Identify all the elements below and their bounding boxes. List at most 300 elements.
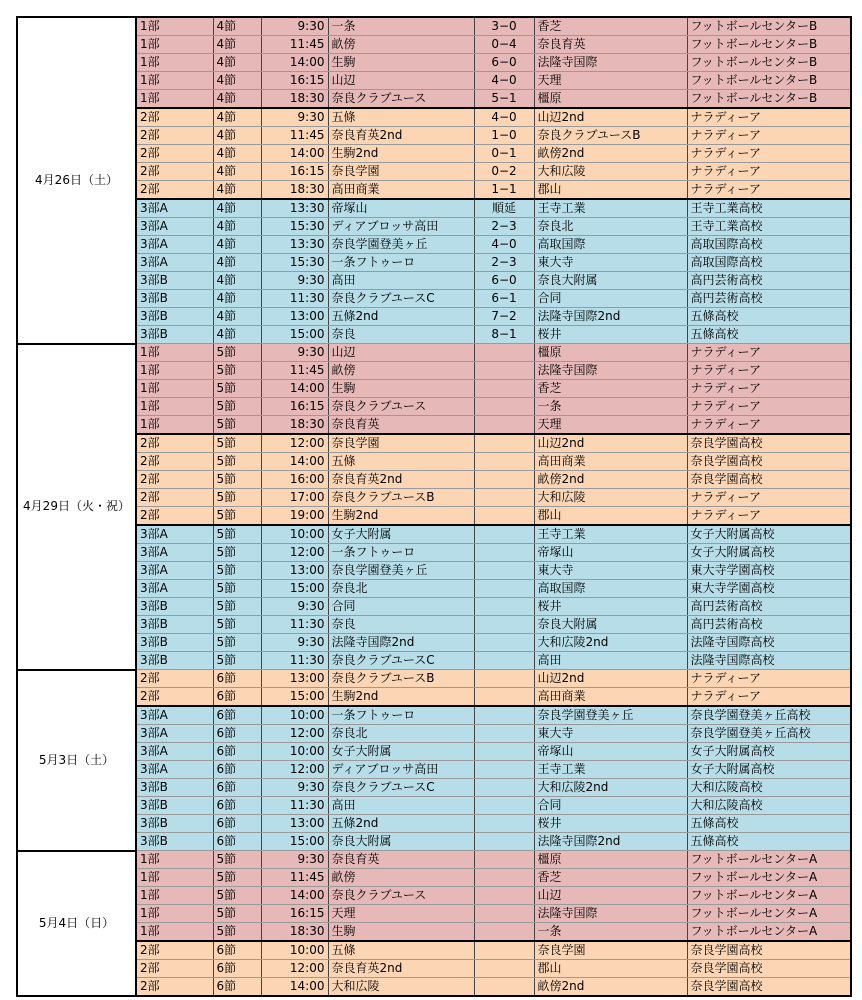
venue-cell: ナラディーア [687, 670, 851, 688]
round-cell: 6節 [213, 688, 261, 707]
division-cell: 2部 [136, 978, 213, 997]
away-team-cell: 一条 [534, 398, 687, 416]
match-row [17, 308, 851, 326]
venue-cell: ナラディーア [687, 398, 851, 416]
match-row [17, 218, 851, 236]
score-cell [474, 453, 534, 471]
venue-cell: ナラディーア [687, 145, 851, 163]
score-cell [474, 779, 534, 797]
home-team-cell: 畝傍 [328, 869, 474, 887]
match-row [17, 362, 851, 380]
home-team-cell: 一条 [328, 17, 474, 36]
away-team-cell: 合同 [534, 797, 687, 815]
venue-cell: 高取国際高校 [687, 254, 851, 272]
home-team-cell: 奈良クラブユース [328, 90, 474, 109]
match-row [17, 254, 851, 272]
home-team-cell: 奈良育英2nd [328, 471, 474, 489]
kickoff-time-cell: 16:15 [261, 905, 328, 923]
match-row [17, 960, 851, 978]
home-team-cell: 五條 [328, 941, 474, 960]
round-cell: 6節 [213, 978, 261, 997]
score-cell [474, 471, 534, 489]
away-team-cell: 大和広陵 [534, 163, 687, 181]
venue-cell: フットボールセンターA [687, 887, 851, 905]
score-cell [474, 344, 534, 362]
kickoff-time-cell: 13:00 [261, 562, 328, 580]
away-team-cell: 畝傍2nd [534, 145, 687, 163]
match-row [17, 544, 851, 562]
kickoff-time-cell: 15:00 [261, 326, 328, 344]
home-team-cell: 五條2nd [328, 815, 474, 833]
match-row [17, 489, 851, 507]
score-cell: 2−3 [474, 218, 534, 236]
home-team-cell: 五條 [328, 108, 474, 127]
venue-cell: 奈良学園高校 [687, 453, 851, 471]
venue-cell: 女子大附属高校 [687, 743, 851, 761]
division-cell: 3部A [136, 525, 213, 544]
away-team-cell: 桜井 [534, 598, 687, 616]
round-cell: 4節 [213, 218, 261, 236]
venue-cell: ナラディーア [687, 127, 851, 145]
kickoff-time-cell: 11:30 [261, 290, 328, 308]
match-row [17, 562, 851, 580]
division-cell: 2部 [136, 471, 213, 489]
match-row [17, 616, 851, 634]
kickoff-time-cell: 11:30 [261, 652, 328, 670]
kickoff-time-cell: 12:00 [261, 434, 328, 453]
venue-cell: 大和広陵高校 [687, 797, 851, 815]
away-team-cell: 香芝 [534, 17, 687, 36]
score-cell: 0−4 [474, 36, 534, 54]
match-date: 5月3日（土） [17, 670, 136, 851]
venue-cell: フットボールセンターA [687, 905, 851, 923]
kickoff-time-cell: 9:30 [261, 108, 328, 127]
score-cell: 2−3 [474, 254, 534, 272]
kickoff-time-cell: 14:00 [261, 380, 328, 398]
venue-cell: 高円芸術高校 [687, 616, 851, 634]
match-date: 4月26日（土） [17, 17, 136, 344]
round-cell: 4節 [213, 17, 261, 36]
round-cell: 5節 [213, 923, 261, 942]
score-cell [474, 525, 534, 544]
score-cell [474, 634, 534, 652]
round-cell: 6節 [213, 743, 261, 761]
away-team-cell: 高取国際 [534, 236, 687, 254]
venue-cell: ナラディーア [687, 489, 851, 507]
home-team-cell: 奈良育英2nd [328, 960, 474, 978]
score-cell: 1−1 [474, 181, 534, 200]
round-cell: 5節 [213, 434, 261, 453]
match-row [17, 90, 851, 109]
kickoff-time-cell: 11:30 [261, 797, 328, 815]
venue-cell: 女子大附属高校 [687, 761, 851, 779]
round-cell: 4節 [213, 236, 261, 254]
venue-cell: 高取国際高校 [687, 236, 851, 254]
kickoff-time-cell: 9:30 [261, 779, 328, 797]
home-team-cell: 法隆寺国際2nd [328, 634, 474, 652]
kickoff-time-cell: 12:00 [261, 960, 328, 978]
away-team-cell: 法隆寺国際 [534, 905, 687, 923]
match-row [17, 236, 851, 254]
score-cell [474, 923, 534, 942]
division-cell: 1部 [136, 887, 213, 905]
home-team-cell: 奈良クラブユースC [328, 779, 474, 797]
venue-cell: フットボールセンターB [687, 54, 851, 72]
venue-cell: 五條高校 [687, 326, 851, 344]
score-cell [474, 688, 534, 707]
division-cell: 1部 [136, 923, 213, 942]
score-cell: 6−1 [474, 290, 534, 308]
kickoff-time-cell: 9:30 [261, 634, 328, 652]
division-cell: 1部 [136, 344, 213, 362]
home-team-cell: 畝傍 [328, 36, 474, 54]
away-team-cell: 高田 [534, 652, 687, 670]
match-schedule-table [16, 16, 852, 997]
venue-cell: フットボールセンターA [687, 851, 851, 869]
away-team-cell: 奈良大附属 [534, 272, 687, 290]
match-row [17, 471, 851, 489]
division-cell: 3部B [136, 652, 213, 670]
match-row [17, 416, 851, 435]
division-cell: 1部 [136, 72, 213, 90]
division-cell: 3部A [136, 254, 213, 272]
score-cell [474, 743, 534, 761]
round-cell: 6節 [213, 706, 261, 725]
score-cell [474, 670, 534, 688]
away-team-cell: 山辺 [534, 887, 687, 905]
kickoff-time-cell: 18:30 [261, 90, 328, 109]
match-row [17, 453, 851, 471]
division-cell: 3部B [136, 797, 213, 815]
home-team-cell: 奈良育英 [328, 416, 474, 435]
score-cell [474, 706, 534, 725]
score-cell: 6−0 [474, 272, 534, 290]
home-team-cell: 奈良大附属 [328, 833, 474, 851]
score-cell [474, 434, 534, 453]
division-cell: 2部 [136, 127, 213, 145]
match-row [17, 688, 851, 707]
score-cell [474, 869, 534, 887]
venue-cell: 法隆寺国際高校 [687, 634, 851, 652]
away-team-cell: 橿原 [534, 851, 687, 869]
kickoff-time-cell: 13:00 [261, 670, 328, 688]
match-row [17, 978, 851, 997]
division-cell: 2部 [136, 507, 213, 526]
round-cell: 5節 [213, 869, 261, 887]
round-cell: 5節 [213, 616, 261, 634]
away-team-cell: 郡山 [534, 507, 687, 526]
home-team-cell: ディアブロッサ高田 [328, 218, 474, 236]
division-cell: 1部 [136, 54, 213, 72]
division-cell: 2部 [136, 453, 213, 471]
kickoff-time-cell: 12:00 [261, 725, 328, 743]
division-cell: 2部 [136, 489, 213, 507]
match-row [17, 326, 851, 344]
home-team-cell: 奈良育英2nd [328, 127, 474, 145]
home-team-cell: 天理 [328, 905, 474, 923]
score-cell: 0−2 [474, 163, 534, 181]
round-cell: 5節 [213, 362, 261, 380]
match-row [17, 634, 851, 652]
home-team-cell: 奈良クラブユース [328, 398, 474, 416]
match-row [17, 507, 851, 526]
round-cell: 6節 [213, 960, 261, 978]
round-cell: 5節 [213, 544, 261, 562]
score-cell [474, 833, 534, 851]
round-cell: 5節 [213, 398, 261, 416]
home-team-cell: 畝傍 [328, 362, 474, 380]
away-team-cell: 東大寺 [534, 254, 687, 272]
home-team-cell: 奈良クラブユースB [328, 489, 474, 507]
round-cell: 4節 [213, 254, 261, 272]
away-team-cell: 桜井 [534, 326, 687, 344]
round-cell: 4節 [213, 36, 261, 54]
round-cell: 5節 [213, 851, 261, 869]
match-row [17, 145, 851, 163]
home-team-cell: 奈良学園登美ヶ丘 [328, 562, 474, 580]
round-cell: 4節 [213, 108, 261, 127]
venue-cell: ナラディーア [687, 181, 851, 200]
match-row [17, 580, 851, 598]
round-cell: 5節 [213, 471, 261, 489]
kickoff-time-cell: 16:15 [261, 72, 328, 90]
division-cell: 3部B [136, 779, 213, 797]
score-cell [474, 616, 534, 634]
away-team-cell: 一条 [534, 923, 687, 942]
match-row [17, 941, 851, 960]
score-cell [474, 815, 534, 833]
venue-cell: 奈良学園高校 [687, 941, 851, 960]
division-cell: 3部B [136, 326, 213, 344]
kickoff-time-cell: 11:45 [261, 36, 328, 54]
home-team-cell: 奈良クラブユースB [328, 670, 474, 688]
venue-cell: 法隆寺国際高校 [687, 652, 851, 670]
venue-cell: 高円芸術高校 [687, 272, 851, 290]
away-team-cell: 奈良学園 [534, 941, 687, 960]
home-team-cell: 山辺 [328, 72, 474, 90]
match-row [17, 887, 851, 905]
score-cell [474, 978, 534, 997]
venue-cell: フットボールセンターB [687, 72, 851, 90]
venue-cell: ナラディーア [687, 108, 851, 127]
home-team-cell: 奈良北 [328, 580, 474, 598]
away-team-cell: 大和広陵 [534, 489, 687, 507]
away-team-cell: 奈良学園登美ヶ丘 [534, 706, 687, 725]
kickoff-time-cell: 12:00 [261, 544, 328, 562]
score-cell [474, 416, 534, 435]
away-team-cell: 奈良クラブユースB [534, 127, 687, 145]
division-cell: 3部B [136, 272, 213, 290]
match-row [17, 725, 851, 743]
home-team-cell: 合同 [328, 598, 474, 616]
score-cell [474, 544, 534, 562]
away-team-cell: 帝塚山 [534, 743, 687, 761]
kickoff-time-cell: 11:45 [261, 127, 328, 145]
home-team-cell: 奈良 [328, 616, 474, 634]
score-cell [474, 887, 534, 905]
division-cell: 3部B [136, 308, 213, 326]
kickoff-time-cell: 9:30 [261, 17, 328, 36]
round-cell: 5節 [213, 580, 261, 598]
round-cell: 4節 [213, 145, 261, 163]
kickoff-time-cell: 13:00 [261, 815, 328, 833]
kickoff-time-cell: 11:45 [261, 869, 328, 887]
venue-cell: 東大寺学園高校 [687, 562, 851, 580]
venue-cell: 高円芸術高校 [687, 598, 851, 616]
venue-cell: 五條高校 [687, 815, 851, 833]
round-cell: 6節 [213, 725, 261, 743]
round-cell: 6節 [213, 779, 261, 797]
home-team-cell: 生駒 [328, 54, 474, 72]
away-team-cell: 高田商業 [534, 688, 687, 707]
division-cell: 3部A [136, 544, 213, 562]
away-team-cell: 郡山 [534, 181, 687, 200]
venue-cell: ナラディーア [687, 380, 851, 398]
venue-cell: 高円芸術高校 [687, 290, 851, 308]
kickoff-time-cell: 14:00 [261, 54, 328, 72]
venue-cell: 王寺工業高校 [687, 199, 851, 218]
division-cell: 2部 [136, 145, 213, 163]
score-cell [474, 725, 534, 743]
match-row [17, 72, 851, 90]
home-team-cell: 一条フトゥーロ [328, 544, 474, 562]
away-team-cell: 桜井 [534, 815, 687, 833]
kickoff-time-cell: 10:00 [261, 941, 328, 960]
division-cell: 3部A [136, 761, 213, 779]
division-cell: 3部A [136, 580, 213, 598]
kickoff-time-cell: 9:30 [261, 272, 328, 290]
away-team-cell: 大和広陵2nd [534, 634, 687, 652]
venue-cell: 五條高校 [687, 308, 851, 326]
venue-cell: ナラディーア [687, 344, 851, 362]
away-team-cell: 橿原 [534, 344, 687, 362]
home-team-cell: 一条フトゥーロ [328, 706, 474, 725]
home-team-cell: 生駒2nd [328, 507, 474, 526]
kickoff-time-cell: 19:00 [261, 507, 328, 526]
match-row [17, 163, 851, 181]
home-team-cell: 山辺 [328, 344, 474, 362]
kickoff-time-cell: 15:00 [261, 688, 328, 707]
round-cell: 5節 [213, 905, 261, 923]
venue-cell: 奈良学園高校 [687, 960, 851, 978]
kickoff-time-cell: 15:00 [261, 580, 328, 598]
venue-cell: 女子大附属高校 [687, 544, 851, 562]
division-cell: 2部 [136, 670, 213, 688]
score-cell [474, 960, 534, 978]
match-row [17, 652, 851, 670]
kickoff-time-cell: 16:00 [261, 471, 328, 489]
kickoff-time-cell: 9:30 [261, 344, 328, 362]
score-cell [474, 507, 534, 526]
venue-cell: 奈良学園高校 [687, 978, 851, 997]
score-cell [474, 941, 534, 960]
away-team-cell: 法隆寺国際 [534, 54, 687, 72]
score-cell [474, 797, 534, 815]
home-team-cell: 奈良 [328, 326, 474, 344]
division-cell: 1部 [136, 851, 213, 869]
home-team-cell: 生駒 [328, 380, 474, 398]
division-cell: 3部A [136, 743, 213, 761]
match-row [17, 869, 851, 887]
score-cell: 3−0 [474, 17, 534, 36]
round-cell: 5節 [213, 887, 261, 905]
venue-cell: フットボールセンターB [687, 17, 851, 36]
division-cell: 3部B [136, 634, 213, 652]
match-row [17, 815, 851, 833]
round-cell: 4節 [213, 290, 261, 308]
round-cell: 6節 [213, 761, 261, 779]
round-cell: 4節 [213, 72, 261, 90]
score-cell: 8−1 [474, 326, 534, 344]
round-cell: 6節 [213, 815, 261, 833]
score-cell [474, 380, 534, 398]
away-team-cell: 高田商業 [534, 453, 687, 471]
division-cell: 3部B [136, 616, 213, 634]
away-team-cell: 橿原 [534, 90, 687, 109]
division-cell: 2部 [136, 163, 213, 181]
kickoff-time-cell: 14:00 [261, 453, 328, 471]
match-row [17, 17, 851, 36]
away-team-cell: 奈良育英 [534, 36, 687, 54]
score-cell [474, 761, 534, 779]
score-cell: 4−0 [474, 72, 534, 90]
kickoff-time-cell: 15:00 [261, 833, 328, 851]
division-cell: 2部 [136, 181, 213, 200]
division-cell: 1部 [136, 869, 213, 887]
score-cell: 7−2 [474, 308, 534, 326]
away-team-cell: 畝傍2nd [534, 978, 687, 997]
round-cell: 4節 [213, 199, 261, 218]
match-row [17, 199, 851, 218]
round-cell: 4節 [213, 272, 261, 290]
home-team-cell: 奈良クラブユースC [328, 290, 474, 308]
score-cell: 4−0 [474, 236, 534, 254]
kickoff-time-cell: 16:15 [261, 163, 328, 181]
division-cell: 3部A [136, 562, 213, 580]
venue-cell: フットボールセンターB [687, 36, 851, 54]
round-cell: 5節 [213, 525, 261, 544]
home-team-cell: 五條2nd [328, 308, 474, 326]
match-row [17, 272, 851, 290]
away-team-cell: 天理 [534, 416, 687, 435]
away-team-cell: 法隆寺国際 [534, 362, 687, 380]
round-cell: 5節 [213, 344, 261, 362]
kickoff-time-cell: 17:00 [261, 489, 328, 507]
division-cell: 3部A [136, 199, 213, 218]
home-team-cell: 奈良クラブユースC [328, 652, 474, 670]
away-team-cell: 合同 [534, 290, 687, 308]
venue-cell: 女子大附属高校 [687, 525, 851, 544]
home-team-cell: 高田 [328, 797, 474, 815]
round-cell: 5節 [213, 416, 261, 435]
division-cell: 1部 [136, 90, 213, 109]
kickoff-time-cell: 11:45 [261, 362, 328, 380]
venue-cell: ナラディーア [687, 416, 851, 435]
away-team-cell: 山辺2nd [534, 670, 687, 688]
kickoff-time-cell: 15:30 [261, 254, 328, 272]
round-cell: 5節 [213, 489, 261, 507]
division-cell: 3部B [136, 815, 213, 833]
match-row [17, 398, 851, 416]
away-team-cell: 王寺工業 [534, 199, 687, 218]
home-team-cell: 奈良学園登美ヶ丘 [328, 236, 474, 254]
match-row [17, 127, 851, 145]
score-cell [474, 362, 534, 380]
home-team-cell: 高田商業 [328, 181, 474, 200]
score-cell [474, 905, 534, 923]
match-row [17, 54, 851, 72]
away-team-cell: 奈良北 [534, 218, 687, 236]
